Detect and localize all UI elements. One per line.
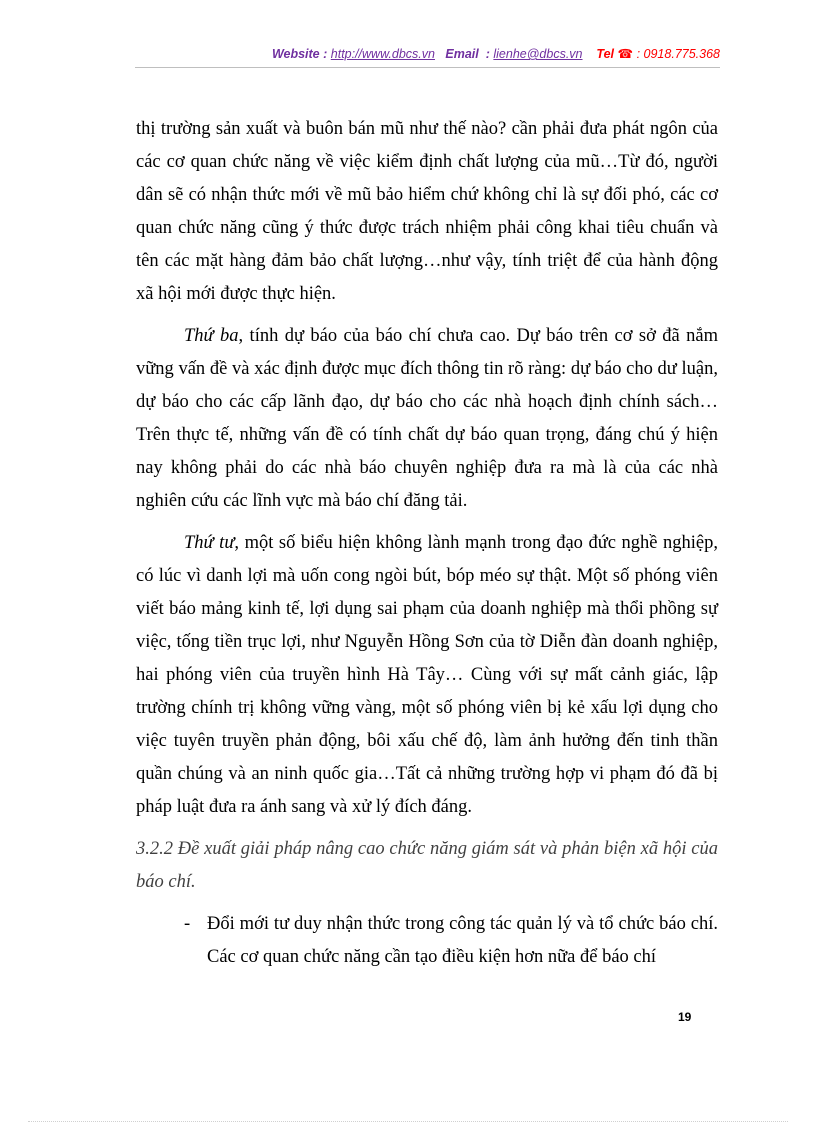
paragraph-3-lead: Thứ tư — [184, 533, 235, 553]
paragraph-3 — [136, 527, 718, 824]
paragraph-3-body: , một số biểu hiện không lành mạnh trong đạo đức nghề nghiệp, có lúc vì danh lợi mà uốn cong ngòi bút, bóp méo sự thật. Một số phóng viên viết báo mảng kinh tế, lợi dụng sai phạm của doanh nghiệp mà thổi phồng sự việc, tống tiền trục lợi, như Nguyễn Hồng Sơn của tờ Diễn đàn doanh nghiệp, hai phóng viên của truyền hình Hà Tây… Cùng với sự mất cảnh giác, lập trường chính trị không vững vàng, một số phóng viên bị kẻ xấu lợi dụng cho việc tuyên truyền phản động, bôi xấu chế độ, làm ảnh hưởng đến tinh thần quần chúng và an ninh quốc gia…Tất cả những trường hợp vi phạm đó đã bị pháp luật đưa ra ánh sang và xử lý đích đáng. — [136, 533, 719, 817]
phone-icon: ☎ — [617, 47, 634, 61]
document-body — [136, 113, 718, 974]
paragraph-2 — [136, 320, 718, 518]
header-divider — [135, 67, 720, 68]
website-label: Website : — [271, 47, 328, 61]
bullet-item — [136, 908, 718, 974]
paragraph-2-body: , tính dự báo của báo chí chưa cao. Dự báo trên cơ sở đã nắm vững vấn đề và xác định được mục đích thông tin rõ ràng: dự báo cho dư luận, dự báo cho các cấp lãnh đạo, dự báo cho các nhà hoạch định chính sách…Trên thực tế, những vấn đề có tính chất dự báo quan trọng, đáng chú ý hiện nay không phải do các nhà báo chuyên nghiệp đưa ra mà là của các nhà nghiên cứu các lĩnh vực mà báo chí đăng tải. — [136, 326, 718, 511]
email-link[interactable]: lienhe@dbcs.vn — [493, 47, 583, 61]
phone-number: : 0918.775.368 — [636, 47, 720, 61]
tel-label: Tel — [596, 47, 615, 61]
bullet-mark: - — [184, 914, 191, 934]
website-link[interactable]: http://www.dbcs.vn — [330, 47, 435, 61]
email-label: Email — [445, 47, 479, 61]
paragraph-2-lead: Thứ ba — [184, 326, 239, 346]
bullet-text: Đổi mới tư duy nhận thức trong công tác quản lý và tổ chức báo chí. Các cơ quan chức năng cần tạo điều kiện hơn nữa để báo chí — [207, 914, 718, 967]
page-bottom-border — [28, 1121, 788, 1122]
email-separator: : — [485, 47, 490, 61]
page-number: 19 — [678, 1010, 692, 1024]
page-header — [135, 46, 720, 61]
section-heading: 3.2.2 Đề xuất giải pháp nâng cao chức năng giám sát và phản biện xã hội của báo chí. — [136, 839, 718, 892]
paragraph-1: thị trường sản xuất và buôn bán mũ như thế nào? cần phải đưa phát ngôn của các cơ quan chức năng về việc kiểm định chất lượng của mũ…Từ đó, người dân sẽ có nhận thức mới về mũ bảo hiểm chứ không chỉ là sự đối phó, các cơ quan chức năng cũng ý thức được trách nhiệm phải công khai tiêu chuẩn và tên các mặt hàng đảm bảo chất lượng…như vậy, tính triệt để của hành động xã hội mới được thực hiện. — [136, 119, 718, 304]
